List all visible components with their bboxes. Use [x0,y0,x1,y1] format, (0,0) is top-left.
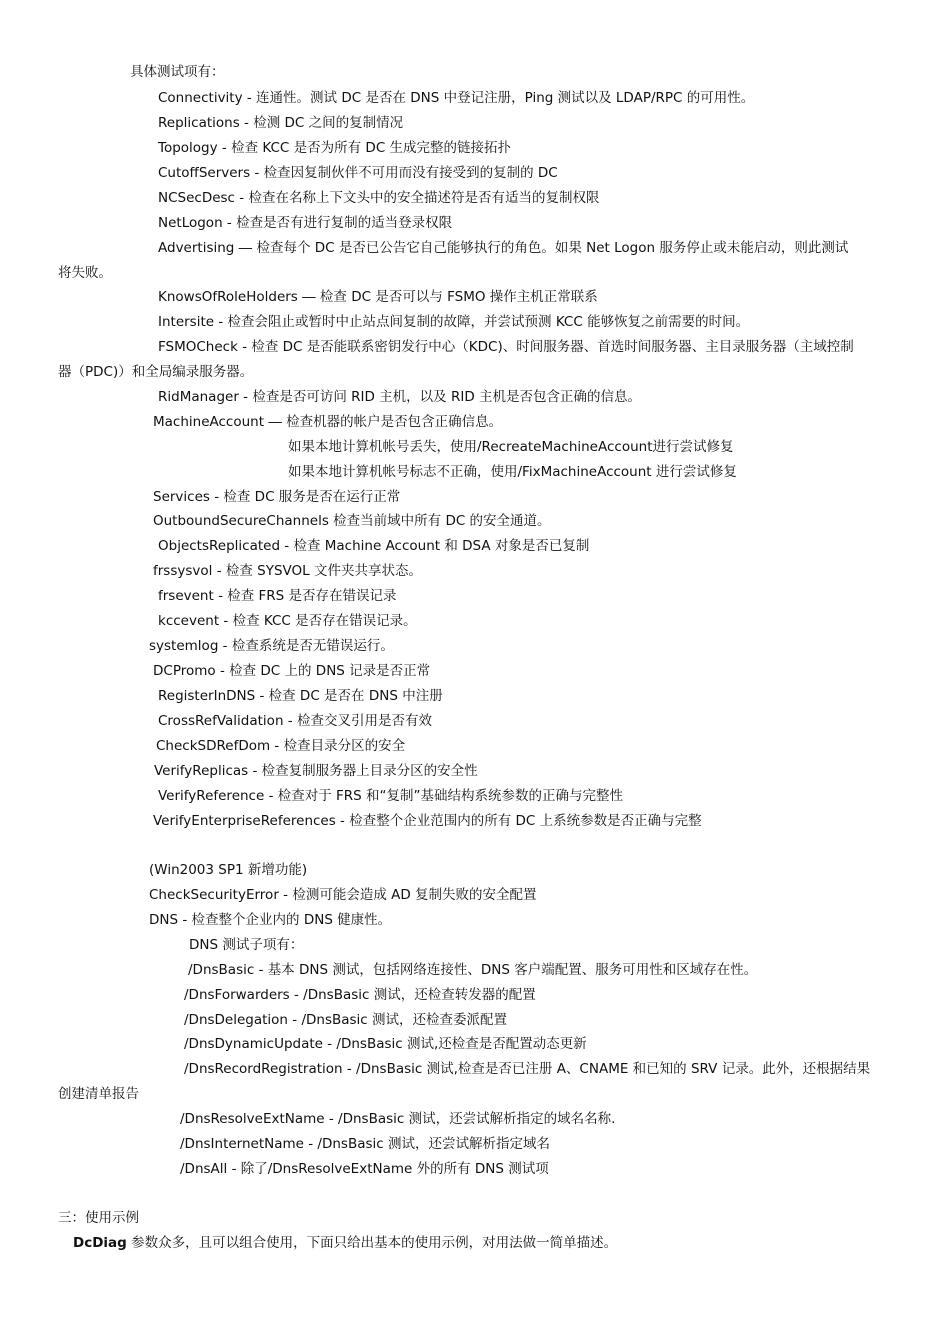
test-item [149,911,391,929]
test-item-name: CrossRefValidation [158,713,284,729]
dns-item-desc: - /DnsBasic 测试，还检查转发器的配置 [289,987,536,1003]
test-item [158,587,397,605]
test-item [153,488,400,506]
section3-lead-text: 参数众多，且可以组合使用，下面只给出基本的使用示例，对用法做一简单描述。 [126,1235,618,1251]
test-item-name: VerifyReplicas [154,763,249,779]
test-item [158,288,598,306]
test-item-name: kccevent [158,613,220,629]
test-item [156,737,405,755]
test-item-name: Replications [158,115,240,131]
test-item [158,164,558,182]
dns-item [180,1135,550,1153]
test-item-name: RidManager [158,389,239,405]
test-item-desc: - 检查会阻止或暂时中止站点间复制的故障，并尝试预测 KCC 能够恢复之前需要的时间。 [214,314,750,330]
test-item-desc: - 检查 DC 是否能联系密钥发行中心（KDC)、时间服务器、首选时间服务器、主目录服务器（主域控制 [237,339,854,355]
test-item [158,712,432,730]
test-item-name: Connectivity [158,90,243,106]
test-item-desc: - 检查 DC 服务是否在运行正常 [209,489,401,505]
test-item [158,139,511,157]
test-item-desc: - 检查复制服务器上目录分区的安全性 [248,763,478,779]
test-item [149,637,394,655]
test-item-desc: 检查当前域中所有 DC 的安全通道。 [328,513,551,529]
dns-item-name: /DnsResolveExtName [180,1111,325,1127]
test-item-name: FSMOCheck [158,339,238,355]
test-item-desc: - 检查是否可访问 RID 主机，以及 RID 主机是否包含正确的信息。 [238,389,642,405]
test-item [153,662,430,680]
dns-item-name: /DnsAll [180,1161,228,1177]
dns-item-name: /DnsRecordRegistration [184,1061,343,1077]
test-item [154,762,478,780]
test-item-desc: - 检查 SYSVOL 文件夹共享状态。 [212,563,422,579]
dns-item-name: /DnsDynamicUpdate [184,1036,323,1052]
test-item-desc: ― 检查机器的帐户是否包含正确信息。 [264,414,503,430]
test-item-desc: - 检查 DC 是否在 DNS 中注册 [255,688,443,704]
test-item-subnote: 如果本地计算机帐号标志不正确，使用/FixMachineAccount 进行尝试修复 [288,464,737,480]
dns-item [184,1060,870,1078]
test-item-desc: - 连通性。测试 DC 是否在 DNS 中登记注册，Ping 测试以及 LDAP/RPC 的可用性。 [242,90,755,106]
intro-line: 具体测试项有： [130,64,225,80]
dns-item-name: /DnsInternetName [180,1136,304,1152]
test-item-continuation: 器（PDC)）和全局编录服务器。 [58,364,254,380]
dns-item [184,1035,587,1053]
test-item-subnote: 如果本地计算机帐号丢失，使用/RecreateMachineAccount进行尝试修复 [288,439,734,455]
section3-heading: 三：使用示例 [58,1210,139,1226]
win2003-header: (Win2003 SP1 新增功能) [149,862,308,878]
dns-item [184,1011,507,1029]
test-item-desc: - 检查 FRS 是否存在错误记录 [213,588,397,604]
test-item-name: VerifyEnterpriseReferences [153,813,336,829]
test-item [158,537,589,555]
test-item-desc: - 检查整个企业范围内的所有 DC 上系统参数是否正确与完整 [335,813,702,829]
test-item-desc: - 检查 Machine Account 和 DSA 对象是否已复制 [280,538,590,554]
test-item-name: Topology [158,140,218,156]
test-item-desc: - 检查目录分区的安全 [270,738,406,754]
test-item-name: CutoffServers [158,165,251,181]
test-item [158,189,599,207]
test-item [158,612,417,630]
test-item-name: CheckSDRefDom [156,738,271,754]
dns-item [180,1110,615,1128]
test-item [158,388,641,406]
dns-item-desc: - 除了/DnsResolveExtName 外的所有 DNS 测试项 [227,1161,549,1177]
test-item-name: Intersite [158,314,215,330]
dns-item-name: /DnsForwarders [184,987,290,1003]
test-item-name: frssysvol [153,563,213,579]
test-item-desc: - 检查对于 FRS 和“复制”基础结构系统参数的正确与完整性 [264,788,624,804]
test-item-name: MachineAccount [153,414,265,430]
test-item-desc: - 检查 KCC 是否为所有 DC 生成完整的链接拓扑 [217,140,512,156]
test-item-name: CheckSecurityError [149,887,279,903]
dns-item-desc: - /DnsBasic 测试，还尝试解析指定域名 [303,1136,550,1152]
test-item-desc: - 检查系统是否无错误运行。 [218,638,394,654]
test-item-name: DCPromo [153,663,216,679]
test-item-name: KnowsOfRoleHolders [158,289,298,305]
test-item [158,787,623,805]
dns-item-desc: - /DnsBasic 测试，还检查委派配置 [288,1012,508,1028]
dns-item [188,961,757,979]
test-item-name: NCSecDesc [158,190,235,206]
test-item-desc: - 检查 DC 上的 DNS 记录是否正常 [215,663,431,679]
dns-item-desc: - /DnsBasic 测试，还尝试解析指定的域名名称. [324,1111,616,1127]
test-item-desc: ― 检查每个 DC 是否已公告它自己能够执行的角色。如果 Net Logon 服务停止或未能启动，则此测试 [234,240,849,256]
test-item [158,214,452,232]
dns-sub-header: DNS 测试子项有： [189,937,304,953]
test-item-desc: - 检查在名称上下文头中的安全描述符是否有适当的复制权限 [234,190,600,206]
test-item [158,338,854,356]
test-item [153,812,702,830]
test-item-name: OutboundSecureChannels [153,513,329,529]
test-item-desc: - 检查因复制伙伴不可用而没有接受到的复制的 DC [250,165,558,181]
test-item-name: Advertising [158,240,235,256]
test-item [153,512,551,530]
test-item-continuation: 将失败。 [58,265,112,281]
dns-item-desc: - /DnsBasic 测试,检查是否已注册 A、CNAME 和已知的 SRV 记录。此外，还根据结果 [342,1061,871,1077]
test-item-desc: - 检测 DC 之间的复制情况 [239,115,404,131]
test-item [158,114,403,132]
test-item-name: RegisterInDNS [158,688,256,704]
test-item-name: systemlog [149,638,219,654]
dns-item-name: /DnsBasic [188,962,255,978]
test-item [158,687,443,705]
test-item-desc: ― 检查 DC 是否可以与 FSMO 操作主机正常联系 [297,289,598,305]
test-item [158,239,848,257]
test-item [149,886,537,904]
dns-item [180,1160,549,1178]
test-item [158,89,754,107]
dns-item-desc: - /DnsBasic 测试,还检查是否配置动态更新 [322,1036,587,1052]
test-item [153,413,502,431]
dns-item-continuation: 创建清单报告 [58,1086,139,1102]
section3-lead-bold: DcDiag [73,1235,127,1251]
test-item-name: frsevent [158,588,214,604]
test-item-desc: - 检测可能会造成 AD 复制失败的安全配置 [278,887,537,903]
test-item-desc: - 检查交叉引用是否有效 [283,713,432,729]
test-item [153,562,422,580]
dns-item-name: /DnsDelegation [184,1012,288,1028]
test-item-name: ObjectsReplicated [158,538,281,554]
test-item [158,313,749,331]
dns-item-desc: - 基本 DNS 测试，包括网络连接性、DNS 客户端配置、服务可用性和区域存在性。 [254,962,758,978]
test-item-name: NetLogon [158,215,223,231]
test-item-name: Services [153,489,210,505]
test-item-name: VerifyReference [158,788,265,804]
test-item-name: DNS [149,912,179,928]
test-item-desc: - 检查 KCC 是否存在错误记录。 [219,613,417,629]
section3-lead [73,1234,617,1252]
dns-item [184,986,536,1004]
test-item-desc: - 检查是否有进行复制的适当登录权限 [222,215,453,231]
test-item-desc: - 检查整个企业内的 DNS 健康性。 [178,912,392,928]
